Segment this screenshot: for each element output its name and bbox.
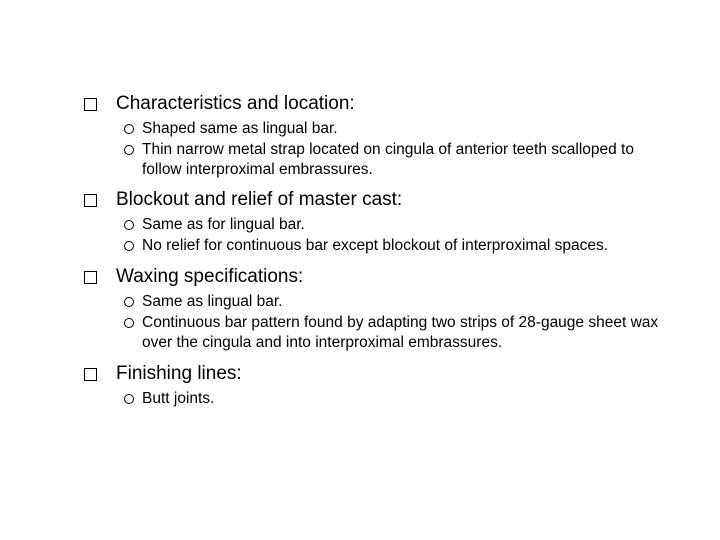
circle-bullet-icon [124, 394, 134, 404]
list-item-text: Continuous bar pattern found by adapting two strips of 28-gauge sheet wax over the cingula and into interproximal embrassures. [142, 314, 659, 351]
list-item-text: No relief for continuous bar except blockout of interproximal spaces. [142, 237, 609, 254]
list-item [124, 215, 684, 235]
list-item-text: Shaped same as lingual bar. [142, 120, 338, 137]
square-bullet-icon [84, 194, 97, 207]
circle-bullet-icon [124, 145, 134, 155]
section-blockout-relief [84, 188, 684, 256]
section-heading [84, 265, 684, 289]
list-item-text: Thin narrow metal strap located on cingula of anterior teeth scalloped to follow interproximal embrassures. [142, 141, 634, 178]
section-title: Blockout and relief of master cast: [116, 189, 403, 210]
section-characteristics [84, 92, 684, 180]
list-item [124, 119, 684, 139]
slide-content [84, 92, 684, 410]
section-heading [84, 362, 684, 386]
bullet-list [124, 389, 684, 409]
section-title: Characteristics and location: [116, 93, 355, 114]
section-finishing-lines [84, 362, 684, 409]
list-item [124, 389, 684, 409]
section-heading [84, 92, 684, 116]
square-bullet-icon [84, 368, 97, 381]
section-title: Finishing lines: [116, 363, 242, 384]
section-title: Waxing specifications: [116, 266, 304, 287]
circle-bullet-icon [124, 124, 134, 134]
circle-bullet-icon [124, 220, 134, 230]
list-item-text: Same as lingual bar. [142, 293, 283, 310]
list-item-text: Same as for lingual bar. [142, 216, 305, 233]
list-item-text: Butt joints. [142, 390, 215, 407]
bullet-list [124, 215, 684, 256]
bullet-list [124, 292, 684, 353]
circle-bullet-icon [124, 318, 134, 328]
section-heading [84, 188, 684, 212]
square-bullet-icon [84, 98, 97, 111]
list-item [124, 140, 684, 180]
bullet-list [124, 119, 684, 180]
circle-bullet-icon [124, 297, 134, 307]
list-item [124, 313, 684, 353]
list-item [124, 292, 684, 312]
circle-bullet-icon [124, 241, 134, 251]
section-waxing [84, 265, 684, 353]
square-bullet-icon [84, 271, 97, 284]
list-item [124, 236, 684, 256]
